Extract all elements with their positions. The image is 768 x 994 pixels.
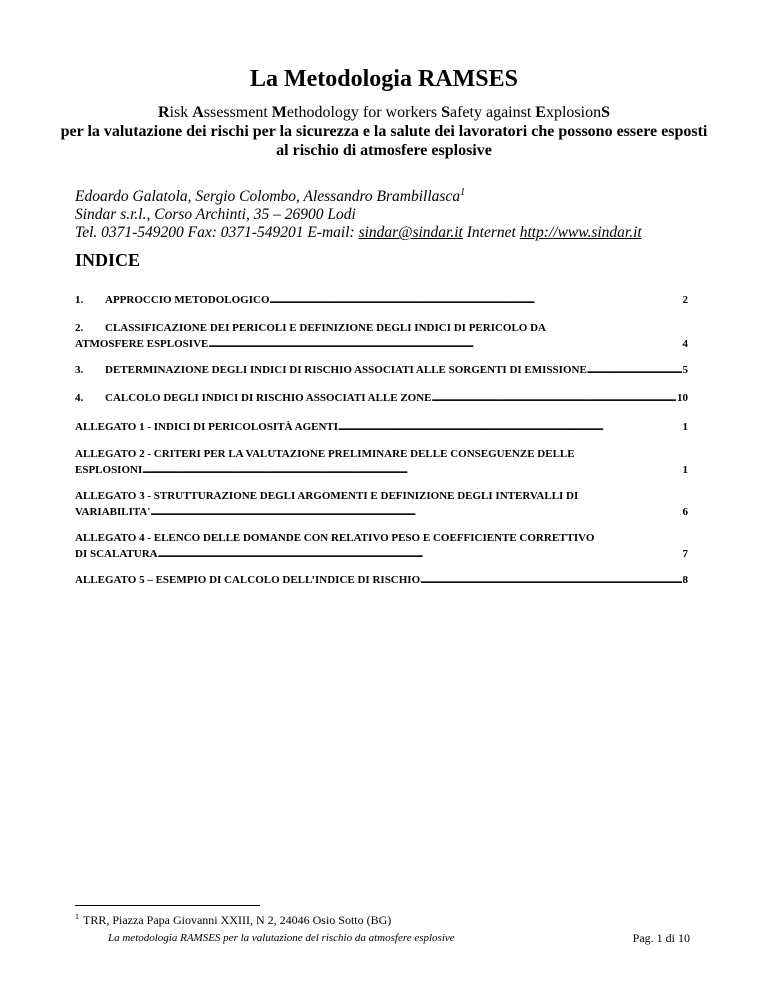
subtitle-rest: isk	[169, 104, 193, 121]
toc-page: 5	[682, 364, 688, 376]
author-address: Sindar s.r.l., Corso Archinti, 35 – 26900 Lodi	[75, 206, 356, 224]
subtitle-cap: S	[441, 104, 450, 121]
subtitle-cap: M	[271, 104, 287, 121]
toc-page: 1	[682, 464, 688, 476]
toc-page: 2	[682, 294, 688, 306]
authors-block	[75, 184, 642, 242]
toc-entry[interactable]	[75, 574, 688, 586]
subtitle-cap: R	[158, 104, 170, 121]
authors-line	[75, 184, 642, 206]
toc-leader	[150, 506, 681, 518]
toc-line	[75, 506, 688, 518]
subtitle-cap: A	[192, 104, 204, 121]
toc-leader	[158, 548, 682, 560]
toc-line	[75, 322, 688, 334]
page-number: Pag. 1 di 10	[632, 931, 690, 945]
toc-entry[interactable]	[75, 392, 688, 404]
toc-entry[interactable]	[75, 294, 688, 306]
index-heading: INDICE	[75, 250, 141, 270]
toc-label: DETERMINAZIONE DEGLI INDICI DI RISCHIO ASSOCIATI ALLE SORGENTI DI EMISSIONE	[105, 364, 587, 376]
email-link[interactable]: sindar@sindar.it	[358, 224, 463, 242]
toc-leader	[420, 574, 681, 586]
toc-entry[interactable]	[75, 490, 688, 518]
toc-line	[75, 532, 688, 544]
toc-line	[75, 574, 688, 586]
toc-number: 2.	[75, 322, 84, 334]
toc-label: ALLEGATO 4 - ELENCO DELLE DOMANDE CON RELATIVO PESO E COEFFICIENTE CORRETTIVO	[75, 532, 595, 544]
footnote-marker: 1	[75, 912, 79, 921]
toc-label: CLASSIFICAZIONE DEI PERICOLI E DEFINIZIONE DEGLI INDICI DI PERICOLO DA	[105, 322, 547, 334]
footnote	[75, 912, 391, 928]
contact-prefix: Tel. 0371-549200 Fax: 0371-549201 E-mail:	[75, 224, 359, 242]
toc-line	[75, 364, 688, 376]
subtitle-cap: E	[535, 104, 546, 121]
footer-document-title: La metodologia RAMSES per la valutazione del rischio da atmosfere esplosive	[108, 932, 455, 944]
toc-line	[75, 490, 688, 502]
toc-line	[75, 448, 688, 460]
footnote-text: TRR, Piazza Papa Giovanni XXIII, N 2, 24046 Osio Sotto (BG)	[83, 913, 392, 927]
toc-leader	[587, 364, 682, 376]
toc-line	[75, 294, 688, 306]
footnote-ref: 1	[460, 187, 466, 198]
toc-leader	[432, 392, 676, 404]
toc-leader	[208, 338, 681, 350]
toc-line	[75, 338, 688, 350]
subtitle-rest: afety against	[450, 104, 536, 121]
toc-entry[interactable]	[75, 421, 688, 433]
document-description: per la valutazione dei rischi per la sicurezza e la salute dei lavoratori che possono essere esposti al rischio di atmosfere esplosive	[60, 123, 708, 159]
subtitle-rest: ssessment	[203, 104, 272, 121]
toc-label: ALLEGATO 1 - INDICI DI PERICOLOSITÀ AGENTI	[75, 421, 339, 433]
toc-label: ALLEGATO 3 - STRUTTURAZIONE DEGLI ARGOMENTI E DEFINIZIONE DEGLI INTERVALLI DI	[75, 490, 579, 502]
toc-leader	[142, 464, 681, 476]
toc-leader	[338, 421, 681, 433]
toc-label: CALCOLO DEGLI INDICI DI RISCHIO ASSOCIATI ALLE ZONE	[105, 392, 432, 404]
contact-line	[75, 224, 642, 242]
toc-page: 7	[682, 548, 688, 560]
toc-label: ESPLOSIONI	[75, 464, 143, 476]
toc-line	[75, 548, 688, 560]
subtitle-cap: S	[601, 104, 610, 121]
toc-entry[interactable]	[75, 364, 688, 376]
author-names: Edoardo Galatola, Sergio Colombo, Alessandro Brambillasca	[75, 188, 461, 206]
toc-entry[interactable]	[75, 448, 688, 476]
document-title: La Metodologia RAMSES	[249, 66, 518, 92]
toc-entry[interactable]	[75, 532, 688, 560]
toc-leader	[270, 294, 682, 306]
toc-number: 1.	[75, 294, 84, 306]
toc-page: 10	[677, 392, 688, 404]
toc-label: ALLEGATO 2 - CRITERI PER LA VALUTAZIONE PRELIMINARE DELLE CONSEGUENZE DELLE	[75, 448, 575, 460]
toc-number: 3.	[75, 364, 84, 376]
toc-page: 6	[682, 506, 688, 518]
document-subtitle	[0, 104, 768, 122]
toc-page: 1	[682, 421, 688, 433]
toc-label: APPROCCIO METODOLOGICO	[105, 294, 270, 306]
toc-line	[75, 421, 688, 433]
toc-label: VARIABILITA'	[75, 506, 151, 518]
toc-label: ALLEGATO 5 – ESEMPIO DI CALCOLO DELL’INDICE DI RISCHIO	[75, 574, 421, 586]
toc-page: 8	[682, 574, 688, 586]
subtitle-rest: xplosion	[545, 104, 602, 121]
subtitle-rest: ethodology for workers	[286, 104, 442, 121]
toc-label: ATMOSFERE ESPLOSIVE	[75, 338, 209, 350]
footnote-separator	[75, 905, 260, 906]
toc-number: 4.	[75, 392, 84, 404]
toc-line	[75, 392, 688, 404]
toc-label: DI SCALATURA	[75, 548, 158, 560]
website-link[interactable]: http://www.sindar.it	[519, 224, 642, 242]
toc-page: 4	[682, 338, 688, 350]
internet-label: Internet	[462, 224, 520, 242]
toc-entry[interactable]	[75, 322, 688, 350]
toc-line	[75, 464, 688, 476]
